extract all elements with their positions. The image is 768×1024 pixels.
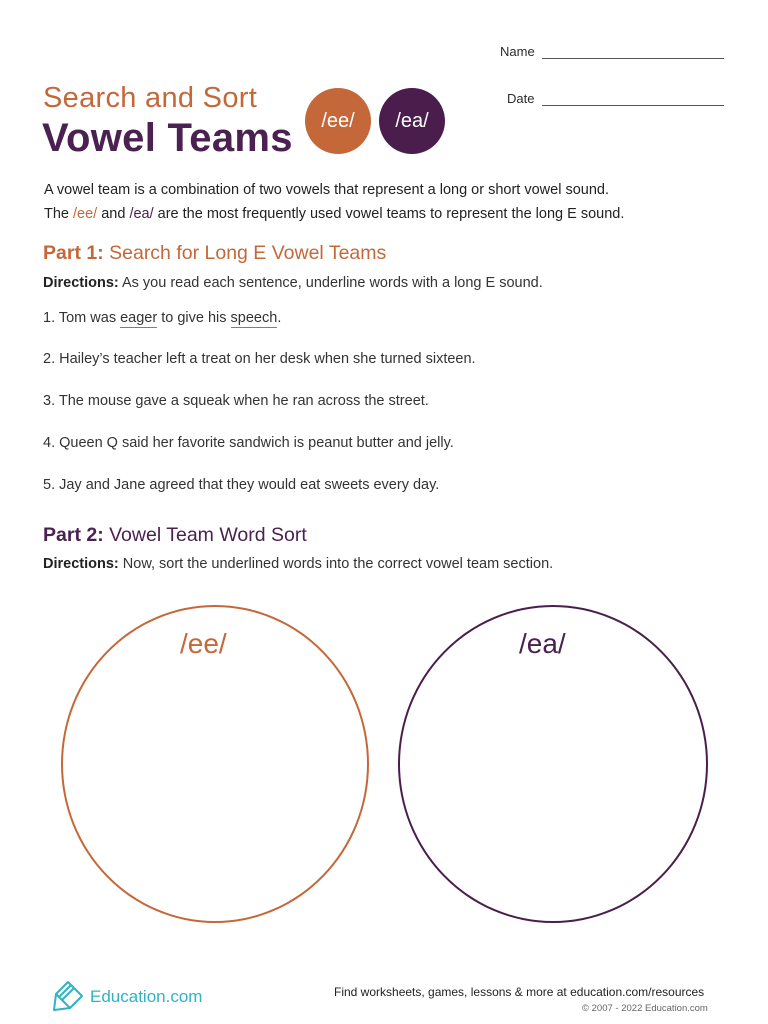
footer-tagline[interactable]: Find worksheets, games, lessons & more at education.com/resources <box>334 985 705 999</box>
name-field[interactable] <box>500 44 724 59</box>
part2-directions-label: Directions: <box>43 556 119 572</box>
part1-label: Part 1: <box>43 242 104 264</box>
logo-text: Education.com <box>90 987 203 1006</box>
sentence-text: Jay and Jane agreed that they would eat sweets every day. <box>55 477 440 493</box>
name-line[interactable] <box>542 58 724 59</box>
sentence-1 <box>43 310 281 326</box>
sentence-5 <box>43 477 439 493</box>
part2-heading <box>43 524 307 547</box>
name-label: Name <box>500 44 535 59</box>
sentence-3 <box>43 393 429 409</box>
date-label: Date <box>507 91 535 106</box>
part1-directions <box>43 275 543 291</box>
underlined-word: eager <box>120 310 158 326</box>
date-field[interactable] <box>507 91 724 106</box>
underlined-word: speech <box>230 310 278 326</box>
sentence-num: 3. <box>43 393 56 409</box>
page-title: Vowel Teams <box>42 116 293 160</box>
footer-copyright: © 2007 - 2022 Education.com <box>582 1003 708 1014</box>
date-line[interactable] <box>542 105 724 106</box>
intro-ee: /ee/ <box>73 206 98 222</box>
sentence-num: 4. <box>43 435 56 451</box>
intro-line2-pre: The <box>44 206 74 222</box>
badge-ea <box>379 88 445 154</box>
sentence-4 <box>43 435 454 451</box>
badge-ee <box>305 88 371 154</box>
intro-line2-post: are the most frequently used vowel teams to represent the long E sound. <box>153 206 625 222</box>
part2-directions <box>43 556 553 572</box>
circle-ee-label: /ee/ <box>180 628 227 659</box>
part1-directions-label: Directions: <box>43 275 119 291</box>
intro-line2 <box>44 202 734 226</box>
sentence-text: to give his <box>157 310 231 326</box>
logo-pencil-icon <box>52 980 86 1014</box>
sentence-text: Hailey’s teacher left a treat on her desk when she turned sixteen. <box>55 351 476 367</box>
sentence-text: The mouse gave a squeak when he ran across the street. <box>55 393 429 409</box>
part2-label: Part 2: <box>43 524 104 546</box>
sentence-text: . <box>277 310 282 326</box>
part1-heading <box>43 242 386 265</box>
sentence-num: 2. <box>43 351 56 367</box>
intro-and: and <box>97 206 130 222</box>
education-logo[interactable] <box>52 980 202 1014</box>
part1-directions-text: As you read each sentence, underline words with a long E sound. <box>118 275 543 291</box>
title-line1: Search and Sort <box>43 82 258 114</box>
sentence-text: Tom was <box>55 310 121 326</box>
sentence-num: 1. <box>43 310 56 326</box>
part2-directions-text: Now, sort the underlined words into the correct vowel team section. <box>118 556 554 572</box>
part1-title: Search for Long E Vowel Teams <box>103 242 387 264</box>
circle-ea-label: /ea/ <box>519 628 566 659</box>
badge-ea-label: /ea/ <box>395 109 429 132</box>
sentence-text: Queen Q said her favorite sandwich is peanut butter and jelly. <box>55 435 454 451</box>
intro-line1: A vowel team is a combination of two vowels that represent a long or short vowel sound. <box>44 182 609 198</box>
part2-title: Vowel Team Word Sort <box>103 524 307 546</box>
sentence-2 <box>43 351 476 367</box>
intro-ea: /ea/ <box>129 206 154 222</box>
badge-ee-label: /ee/ <box>321 109 355 132</box>
intro <box>44 178 734 226</box>
sentence-num: 5. <box>43 477 56 493</box>
